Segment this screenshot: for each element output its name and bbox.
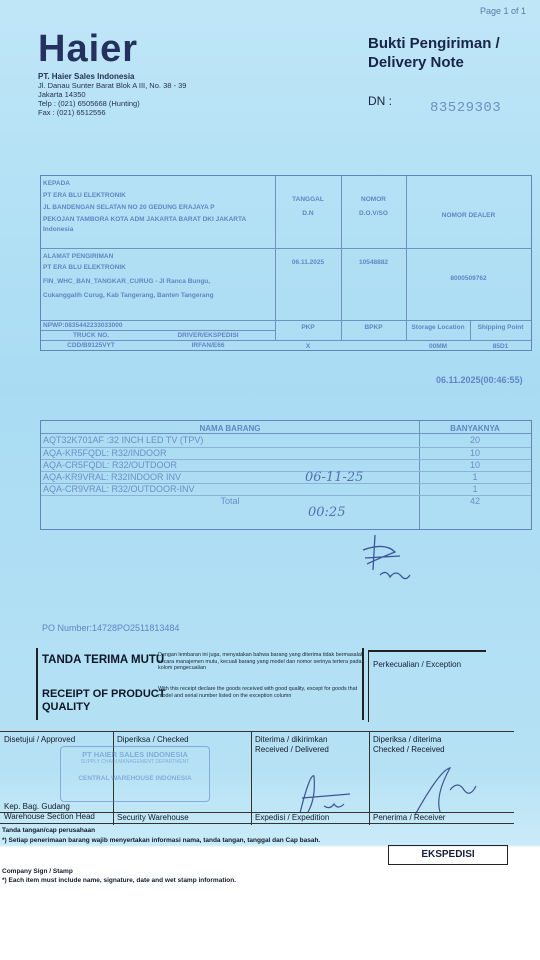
- sig-delivered-2: Received / Delivered: [255, 745, 329, 754]
- tanggal-value: 06.11.2025: [291, 259, 325, 266]
- stamp-line-2: SUPPLY CHAIN MANAGEMENT DEPARTMENT: [80, 759, 190, 765]
- driver-label: DRIVER/EKSPEDISI: [177, 332, 239, 339]
- sig-received-1: Diperiksa / diterima: [373, 735, 442, 744]
- total-label: Total: [220, 496, 240, 506]
- to-name: PT ERA BLU ELEKTRONIK: [43, 192, 126, 199]
- company-address: [38, 72, 186, 117]
- handwritten-date: 06-11-25: [305, 470, 364, 485]
- sig-security: Security Warehouse: [117, 813, 189, 822]
- phone: Telp : (021) 6505668 (Hunting): [38, 99, 140, 108]
- truck-no: CDD/B9125VYT: [67, 342, 115, 349]
- truck-label: TRUCK NO.: [72, 332, 110, 339]
- to-line-3: Indonesia: [43, 226, 74, 233]
- sig-head-2: Warehouse Section Head: [4, 812, 95, 821]
- dn-label: DN :: [368, 94, 392, 108]
- ship-line-1: FIN_WHC_BAN_TANGKAR_CURUG - Jl Rancа Bungu,: [43, 278, 211, 285]
- nomor-label: NOMOR: [361, 196, 386, 203]
- item-name: AQA-KR9VRAL: R32INDOOR INV: [43, 472, 182, 482]
- to-label: KEPADA: [43, 180, 70, 187]
- sig-received-2: Checked / Received: [373, 745, 445, 754]
- signature-mark: [355, 530, 425, 590]
- to-block: [43, 179, 275, 235]
- npwp: NPWP:0835442233033000: [43, 322, 123, 329]
- driver-value: IRFAN/E66: [191, 342, 225, 349]
- sig-expedition: Expedisi / Expedition: [255, 813, 330, 822]
- sig-approved: Disetujui / Approved: [4, 735, 76, 744]
- pkp-value: X: [305, 343, 311, 350]
- pkp-label: PKP: [301, 324, 315, 331]
- warehouse-stamp: [60, 746, 210, 802]
- stamp-line-1: PT HAIER SALES INDONESIA: [82, 750, 188, 759]
- shipping-label: Shipping Point: [477, 324, 524, 331]
- doc-title-en: Delivery Note: [368, 54, 464, 71]
- address-line-2: Jakarta 14350: [38, 90, 86, 99]
- expedition-signature: [290, 768, 360, 818]
- ship-label: ALAMAT PENGIRIMAN: [43, 253, 114, 260]
- items-name-header: NAMA BARANG: [199, 424, 261, 433]
- stamp-line-3: CENTRAL WAREHOUSE INDONESIA: [78, 775, 192, 782]
- address-line-1: Jl. Danau Sunter Barat Blok A III, No. 38 - 39: [38, 81, 187, 90]
- ship-block: [43, 252, 275, 301]
- items-qty-header: BANYAKNYA: [450, 424, 500, 433]
- list-item: [41, 447, 531, 459]
- receiver-signature: [410, 760, 490, 820]
- footer-stamp-label: Company Sign / Stamp: [2, 868, 73, 875]
- dealer-header: NOMOR DEALER: [441, 212, 496, 219]
- sig-delivered-1: Diterima / dikirimkan: [255, 735, 328, 744]
- item-name: AQA-CR5FQDL: R32/OUTDOOR: [43, 460, 178, 470]
- receipt-title-en-1: RECEIPT OF PRODUCT: [42, 688, 166, 700]
- sig-received: [373, 735, 445, 755]
- to-line-2: PEKOJAN TAMBORA KOTA ADM JAKARTA BARAT DKI JAKARTA: [43, 216, 247, 223]
- item-qty: 20: [469, 435, 480, 445]
- tanggal-label: TANGGAL: [292, 196, 324, 203]
- footer-sign-label: Tanda tangan/cap perusahaan: [2, 827, 96, 834]
- document-title: [368, 34, 500, 72]
- page-number: Page 1 of 1: [480, 6, 527, 16]
- item-qty: 1: [472, 472, 478, 482]
- fax: Fax : (021) 6512556: [38, 108, 106, 117]
- handwritten-time: 00:25: [308, 505, 346, 520]
- bpkp-label: BPKP: [364, 324, 383, 331]
- shipping-value: 85D1: [492, 343, 509, 350]
- tanggal-sub: D.N: [302, 210, 314, 217]
- item-name: AQT32K701AF :32 INCH LED TV (TPV): [43, 435, 204, 445]
- exception-label: Perkecualian / Exception: [373, 660, 462, 669]
- dn-number: 83529303: [430, 100, 502, 116]
- sig-head-1: Kep. Bag. Gudang: [4, 802, 70, 811]
- ekspedisi-box: EKSPEDISI: [388, 845, 508, 865]
- receipt-title-en-2: QUALITY: [42, 701, 91, 713]
- company-name: PT. Haier Sales Indonesia: [38, 72, 135, 81]
- list-item: [41, 435, 531, 447]
- to-line-1: JL BANDENGAN SELATAN NO 20 GEDUNG ERAJAYA P: [43, 204, 215, 211]
- item-qty: 10: [469, 460, 480, 470]
- receipt-title-en: [42, 688, 165, 714]
- receipt-text-en: With this receipt declare the goods received with good quality, except for goods that model and serial number listed on the exception column: [158, 686, 358, 699]
- ship-line-2: Cukanggalih Curug, Kab Tangerang, Banten Tangerang: [43, 292, 214, 299]
- ship-name: PT ERA BLU ELEKTRONIK: [43, 264, 126, 271]
- items-table: [40, 420, 532, 530]
- sig-delivered: [255, 735, 329, 755]
- exception-box: [368, 650, 486, 722]
- dealer-value: 8000509762: [450, 275, 487, 282]
- receipt-text-id: Dengan lembaran ini juga, menyatakan bahwa barang yang diterima tidak bermasalah secara manajemen mutu, kecuali barang yang model dan nomor serinya tertera pada kolom pengecualian: [158, 652, 364, 671]
- po-number: PO Number:14728PO2511813484: [42, 623, 180, 633]
- header-table: [40, 175, 532, 351]
- sig-head: [4, 802, 95, 822]
- haier-logo: Haier: [38, 28, 139, 70]
- tanggal-header: [275, 196, 341, 217]
- signature-table: [0, 731, 514, 824]
- nomor-header: [341, 196, 406, 217]
- items-list: [41, 435, 531, 507]
- total-row: [41, 495, 531, 507]
- sig-checked: Diperiksa / Checked: [117, 735, 189, 744]
- printed-at: 06.11.2025(00:46:55): [436, 375, 523, 385]
- sig-receiver: Penerima / Receiver: [373, 813, 446, 822]
- item-name: AQA-KR5FQDL: R32/INDOOR: [43, 448, 167, 458]
- footer-sign-note: *) Setiap penerimaan barang wajib menyertakan informasi nama, tanda tangan, tanggal dan Cap basah.: [2, 837, 321, 844]
- nomor-value: 10548882: [359, 259, 388, 266]
- doc-title-id: Bukti Pengiriman /: [368, 35, 500, 52]
- storage-value: 00MM: [428, 343, 448, 350]
- list-item: [41, 459, 531, 471]
- nomor-sub: D.O.V/SO: [359, 210, 388, 217]
- item-qty: 1: [472, 484, 478, 494]
- footer-stamp-note: *) Each item must include name, signature, date and wet stamp information.: [2, 877, 237, 884]
- item-name: AQA-CR9VRAL: R32/OUTDOOR-INV: [43, 484, 195, 494]
- storage-label: Storage Location: [411, 324, 465, 331]
- list-item: [41, 471, 531, 483]
- list-item: [41, 483, 531, 495]
- receipt-block: [36, 648, 364, 720]
- receipt-title-id: TANDA TERIMA MUTU: [42, 654, 165, 666]
- total-qty: 42: [469, 496, 480, 506]
- item-qty: 10: [469, 448, 480, 458]
